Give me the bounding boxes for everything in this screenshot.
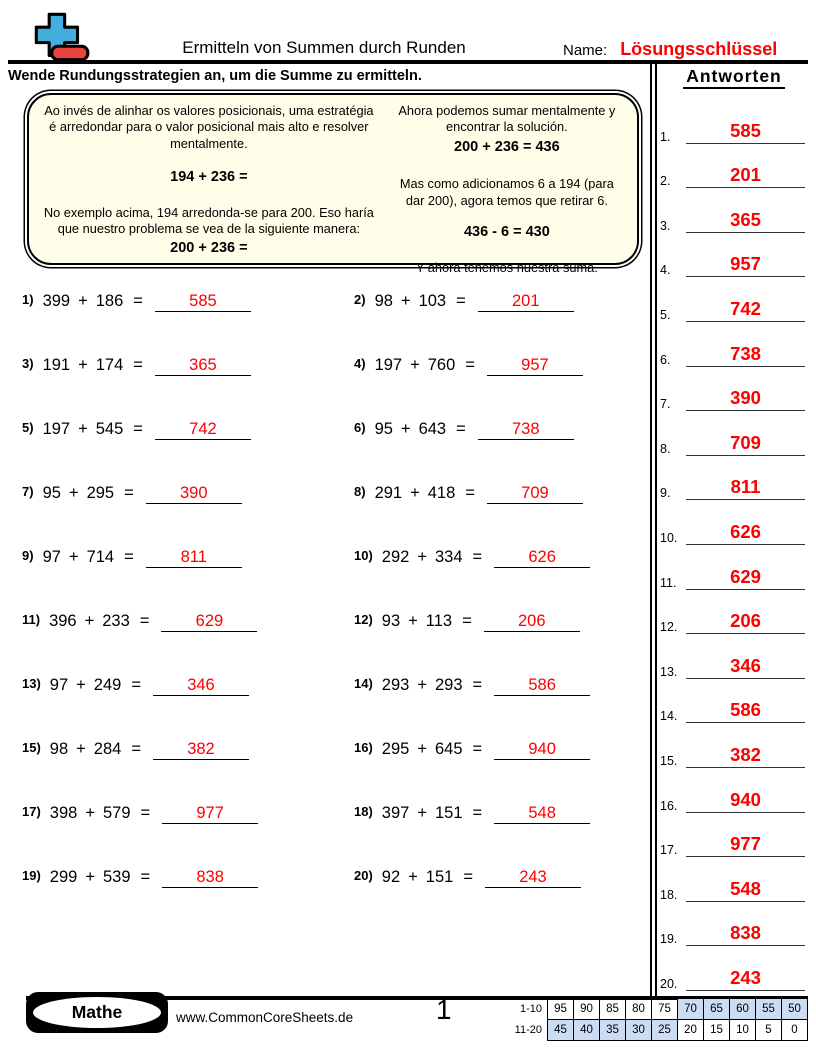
addend-2: 151: [425, 868, 454, 886]
plus-sign: +: [400, 292, 411, 310]
addend-1: 397: [381, 804, 410, 822]
answer-number: 6.: [660, 352, 671, 367]
score-row-label: 1-10: [519, 1003, 542, 1015]
answer-value: 940: [686, 789, 805, 813]
equals-sign: =: [465, 484, 475, 502]
problem-answer: 390: [146, 484, 242, 504]
problem-item: [340, 788, 648, 852]
problem-item: [340, 532, 648, 596]
equals-sign: =: [462, 612, 472, 630]
name-label: Name:: [563, 42, 608, 59]
addend-1: 93: [381, 612, 401, 630]
score-cell: 25: [652, 1020, 678, 1041]
problem-answer: 957: [487, 356, 583, 376]
addend-2: 293: [434, 676, 463, 694]
problem-answer: 709: [487, 484, 583, 504]
header-divider: [8, 60, 808, 64]
addend-1: 92: [381, 868, 401, 886]
problem-number: 4): [354, 356, 366, 371]
answer-value: 977: [686, 833, 805, 857]
problem-item: [8, 660, 340, 724]
problem-answer: 838: [162, 868, 258, 888]
plus-sign: +: [410, 356, 420, 374]
score-row: [514, 1020, 808, 1041]
name-row: [563, 39, 777, 60]
answer-item: [658, 504, 809, 549]
instruction-text: Wende Rundungsstrategien an, um die Summe zu ermitteln.: [8, 68, 422, 84]
example-left-column: [35, 103, 383, 255]
addend-2: 174: [95, 356, 124, 374]
answer-value: 390: [686, 387, 805, 411]
example-box: [27, 93, 639, 275]
problem-answer: 382: [153, 740, 249, 760]
equals-sign: =: [133, 420, 143, 438]
score-cell: 70: [678, 999, 704, 1020]
score-cell: 90: [574, 999, 600, 1020]
answer-number: 20.: [660, 976, 678, 991]
equals-sign: =: [133, 356, 143, 374]
answer-item: [658, 415, 809, 460]
example-equation: 200 + 236 =: [170, 240, 248, 257]
answer-number: 16.: [660, 798, 678, 813]
answer-number: 19.: [660, 932, 678, 947]
answer-value: 586: [686, 699, 805, 723]
answer-value: 626: [686, 521, 805, 545]
answer-value: 629: [686, 566, 805, 590]
plus-sign: +: [417, 676, 427, 694]
score-cell: 75: [652, 999, 678, 1020]
problem-answer: 585: [155, 292, 251, 312]
addend-1: 291: [374, 484, 403, 502]
answer-item: [658, 772, 809, 817]
problem-answer: 629: [161, 612, 257, 632]
problem-answer: 940: [494, 740, 590, 760]
plus-sign: +: [408, 612, 418, 630]
problem-number: 11): [22, 612, 41, 627]
answer-value: 206: [686, 610, 805, 634]
answer-item: [658, 683, 809, 728]
problem-number: 3): [22, 356, 34, 371]
answer-item: [658, 861, 809, 906]
problem-item: [8, 788, 340, 852]
answer-value: 243: [686, 967, 805, 991]
equals-sign: =: [456, 420, 466, 438]
addend-1: 98: [49, 740, 69, 758]
answer-value: 346: [686, 655, 805, 679]
equals-sign: =: [463, 868, 473, 886]
problem-number: 13): [22, 676, 41, 691]
equals-sign: =: [139, 612, 150, 630]
problem-item: [340, 660, 648, 724]
addend-1: 197: [374, 356, 403, 374]
problem-answer: 346: [153, 676, 249, 696]
addend-2: 545: [95, 420, 124, 438]
answer-item: [658, 192, 809, 237]
equals-sign: =: [472, 548, 483, 566]
addend-2: 233: [102, 612, 130, 630]
problem-number: 19): [22, 868, 41, 883]
example-paragraph: No exemplo acima, 194 arredonda-se para 200. Eso haría que nuestro problema se vea de la siguiente manera:: [43, 204, 374, 237]
problem-number: 9): [22, 548, 34, 563]
problem-item: [340, 340, 648, 404]
equals-sign: =: [124, 548, 134, 566]
answer-number: 15.: [660, 753, 678, 768]
addend-2: 539: [102, 868, 131, 886]
answer-value: 201: [686, 164, 805, 188]
plus-sign: +: [68, 484, 79, 502]
addend-2: 103: [418, 292, 447, 310]
answer-value: 382: [686, 744, 805, 768]
addend-1: 97: [49, 676, 69, 694]
answer-item: [658, 237, 809, 282]
answer-number: 12.: [660, 620, 678, 635]
answer-value: 957: [686, 253, 805, 277]
answer-value: 365: [686, 209, 805, 233]
example-paragraph: Ao invés de alinhar os valores posicionais, uma estratégia é arredondar para o valor posicional mais alto e resolver mentalmente.: [44, 103, 374, 151]
problem-item: [340, 724, 648, 788]
addend-1: 292: [381, 548, 410, 566]
answer-item: [658, 638, 809, 683]
answer-number: 4.: [660, 263, 671, 278]
score-cell: 15: [704, 1020, 730, 1041]
page-number: 1: [436, 994, 452, 1025]
problem-answer: 548: [494, 804, 590, 824]
problem-number: 8): [354, 484, 366, 499]
answer-item: [658, 594, 809, 639]
example-closing-text: Y ahora tenemos nuestra suma.: [415, 259, 598, 275]
problem-answer: 586: [494, 676, 590, 696]
answer-number: 10.: [660, 530, 678, 545]
problem-answer: 626: [494, 548, 590, 568]
problem-number: 12): [354, 612, 373, 627]
problem-number: 15): [22, 740, 41, 755]
addend-1: 399: [42, 292, 71, 310]
equals-sign: =: [140, 868, 151, 886]
problem-number: 17): [22, 804, 41, 819]
score-cell: 60: [730, 999, 756, 1020]
plus-sign: +: [76, 740, 86, 758]
problem-number: 16): [354, 740, 373, 755]
plus-sign: +: [85, 868, 95, 886]
answer-item: [658, 906, 809, 951]
equals-sign: =: [131, 676, 141, 694]
equals-sign: =: [133, 292, 143, 310]
problem-number: 18): [354, 804, 373, 819]
addend-1: 97: [42, 548, 61, 566]
score-cell: 10: [730, 1020, 756, 1041]
problem-number: 6): [354, 420, 366, 435]
plus-sign: +: [410, 484, 420, 502]
problem-answer: 365: [155, 356, 251, 376]
equals-sign: =: [472, 676, 483, 694]
score-cell: 30: [626, 1020, 652, 1041]
addend-2: 643: [418, 420, 447, 438]
plus-sign: +: [85, 804, 95, 822]
addend-1: 95: [42, 484, 61, 502]
problem-number: 2): [354, 292, 366, 307]
page-title: Ermitteln von Summen durch Runden: [182, 38, 466, 57]
answer-number: 1.: [660, 129, 671, 144]
answer-number: 8.: [660, 441, 671, 456]
example-equation: 436 - 6 = 430: [463, 224, 550, 241]
addend-1: 396: [49, 612, 77, 630]
score-cell: 80: [626, 999, 652, 1020]
answer-item: [658, 460, 809, 505]
problem-number: 14): [354, 676, 373, 691]
plus-sign: +: [408, 868, 418, 886]
equals-sign: =: [124, 484, 134, 502]
answer-value: 742: [686, 298, 805, 322]
answer-item: [658, 950, 809, 995]
equals-sign: =: [465, 356, 475, 374]
answer-item: [658, 326, 809, 371]
score-cell: 55: [756, 999, 782, 1020]
example-equation: 194 + 236 =: [170, 169, 248, 186]
problem-answer: 201: [478, 292, 574, 312]
answer-number: 14.: [660, 709, 678, 724]
answer-number: 9.: [660, 486, 671, 501]
website-link: www.CommonCoreSheets.de: [176, 1010, 354, 1025]
addend-2: 151: [434, 804, 463, 822]
problem-number: 1): [22, 292, 34, 307]
problem-item: [340, 596, 648, 660]
plus-sign: +: [417, 740, 427, 758]
answer-value: 738: [686, 343, 805, 367]
addend-1: 295: [381, 740, 410, 758]
answer-item: [658, 103, 809, 148]
answer-item: [658, 371, 809, 416]
addend-2: 645: [434, 740, 463, 758]
answer-number: 2.: [660, 174, 671, 189]
score-cell: 35: [600, 1020, 626, 1041]
problem-answer: 243: [485, 868, 581, 888]
score-cell: 50: [782, 999, 808, 1020]
plus-sign: +: [76, 676, 86, 694]
problem-item: [8, 404, 340, 468]
answer-item: [658, 281, 809, 326]
equals-sign: =: [131, 740, 141, 758]
problem-number: 7): [22, 484, 34, 499]
score-row: [514, 999, 808, 1020]
problem-item: [8, 852, 340, 916]
addend-2: 760: [427, 356, 456, 374]
answer-value: 585: [686, 120, 805, 144]
addend-2: 714: [86, 548, 115, 566]
addend-1: 299: [49, 868, 78, 886]
score-cell: 85: [600, 999, 626, 1020]
problem-answer: 977: [162, 804, 258, 824]
plus-sign: +: [400, 420, 411, 438]
answer-item: [658, 817, 809, 862]
addend-2: 418: [427, 484, 456, 502]
example-paragraph: Mas como adicionamos 6 a 194 (para dar 200), agora temos que retirar 6.: [399, 176, 614, 208]
problem-answer: 742: [155, 420, 251, 440]
score-cell: 65: [704, 999, 730, 1020]
problem-item: [8, 468, 340, 532]
addend-1: 98: [374, 292, 393, 310]
problem-item: [8, 532, 340, 596]
score-cell: 40: [574, 1020, 600, 1041]
answer-item: [658, 148, 809, 193]
score-table: [514, 998, 808, 1041]
problem-item: [8, 724, 340, 788]
answer-number: 11.: [660, 575, 677, 590]
plus-sign: +: [68, 548, 79, 566]
problems-grid: [8, 276, 648, 916]
problem-answer: 206: [484, 612, 580, 632]
plus-sign: +: [417, 804, 427, 822]
example-right-column: [383, 103, 631, 275]
answer-number: 7.: [660, 397, 671, 412]
answer-number: 5.: [660, 307, 671, 322]
example-paragraph: Ahora podemos sumar mentalmente y encontrar la solución.: [398, 103, 616, 135]
addend-2: 295: [86, 484, 115, 502]
problem-item: [340, 276, 648, 340]
equals-sign: =: [456, 292, 466, 310]
addend-2: 284: [93, 740, 122, 758]
answer-item: [658, 549, 809, 594]
answer-value: 838: [686, 922, 805, 946]
score-cell: 5: [756, 1020, 782, 1041]
problem-answer: 738: [478, 420, 574, 440]
equals-sign: =: [140, 804, 151, 822]
example-equation: 200 + 236 = 436: [454, 138, 560, 155]
answer-number: 17.: [660, 843, 678, 858]
score-cell: 95: [548, 999, 574, 1020]
answers-list: [658, 103, 809, 995]
plus-sign: +: [417, 548, 427, 566]
score-row-label: 11-20: [514, 1024, 542, 1036]
addend-1: 95: [374, 420, 393, 438]
answer-key-label: Lösungsschlüssel: [620, 39, 778, 59]
problem-item: [8, 276, 340, 340]
addend-1: 197: [42, 420, 71, 438]
plus-sign: +: [78, 420, 88, 438]
addend-2: 113: [425, 612, 453, 630]
answer-number: 3.: [660, 218, 671, 233]
addend-2: 249: [93, 676, 122, 694]
answer-value: 811: [686, 476, 805, 500]
answer-value: 548: [686, 878, 805, 902]
score-cell: 0: [782, 1020, 808, 1041]
addend-1: 191: [42, 356, 71, 374]
score-cell: 45: [548, 1020, 574, 1041]
problem-item: [340, 468, 648, 532]
equals-sign: =: [472, 804, 483, 822]
subject-badge-label: Mathe: [33, 997, 161, 1028]
problem-item: [340, 404, 648, 468]
answer-number: 13.: [660, 664, 678, 679]
problem-number: 5): [22, 420, 34, 435]
plus-sign: +: [84, 612, 95, 630]
addend-2: 186: [95, 292, 124, 310]
problem-item: [8, 340, 340, 404]
answer-value: 709: [686, 432, 805, 456]
addend-1: 398: [49, 804, 78, 822]
addend-2: 334: [434, 548, 463, 566]
equals-sign: =: [472, 740, 483, 758]
sidebar-divider: [650, 62, 657, 996]
problem-item: [340, 852, 648, 916]
answers-title: Antworten: [660, 66, 808, 87]
addend-1: 293: [381, 676, 410, 694]
subject-badge: [26, 992, 168, 1033]
problem-number: 10): [354, 548, 373, 563]
answer-item: [658, 727, 809, 772]
answer-number: 18.: [660, 887, 678, 902]
problem-number: 20): [354, 868, 373, 883]
problem-item: [8, 596, 340, 660]
plus-sign: +: [78, 356, 88, 374]
score-cell: 20: [678, 1020, 704, 1041]
addend-2: 579: [102, 804, 131, 822]
plus-sign: +: [78, 292, 88, 310]
problem-answer: 811: [146, 548, 242, 568]
